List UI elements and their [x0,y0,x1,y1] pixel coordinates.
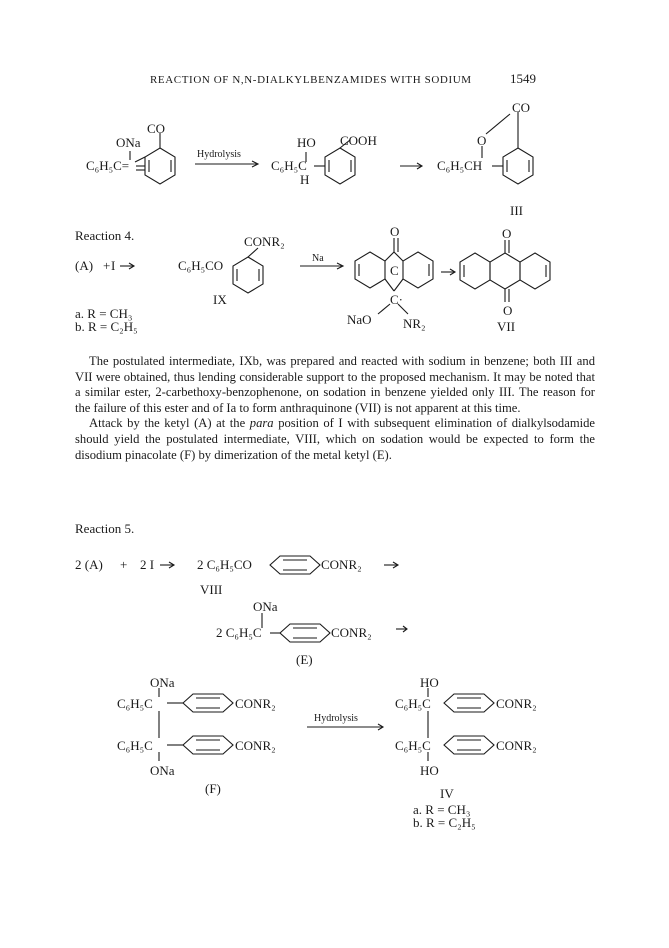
c-radical-label: C· [390,292,403,307]
o-label: O [477,133,487,148]
o-label: O [502,226,512,241]
benzene-ring [183,736,233,754]
conr2-label: CONR₂ [235,696,276,711]
phenyl-carbon-label: C₆H₅C [395,696,431,711]
ona-label: ONa [116,135,141,150]
phenyl-carbon-label: C₆H₅C [117,738,153,753]
ketyl-a-label: (A) [75,258,94,273]
paragraph [75,416,595,463]
ketyl-a-label: 2 (A) [75,557,103,572]
body-text [75,354,595,463]
phenyl-carbon-label: C₆H₅C [117,696,153,711]
variant-a: a. R = CH₃ [413,802,471,817]
text-run: Attack by the ketyl (A) at the [89,416,246,431]
benzene-ring [270,556,320,574]
variant-b: b. R = C₂H₅ [413,815,476,830]
ona-label: ONa [253,599,278,614]
conr2-label: CONR₂ [496,738,537,753]
benzene-ring [490,253,520,289]
compound-i-label: I [111,258,116,273]
c-center-label: C [390,263,399,278]
variant-a: a. R = CH₃ [75,306,133,321]
conr2-label: CONR₂ [321,557,362,572]
hydrolysis-label: Hydrolysis [314,713,358,724]
compound-label-iii: III [510,203,523,218]
ho-label: HO [420,763,439,778]
benzoyl-label: C₆H₅CO [178,258,224,273]
phenyl-carbon-label: C₆H₅C [271,158,307,173]
reaction-4-heading: Reaction 4. [75,228,135,243]
benzoyl-label: 2 C₆H₅CO [197,557,252,572]
compound-label-iv: IV [440,786,454,801]
h-label: H [300,172,310,187]
phenyl-carbon-label: C₆H₅C= [86,158,130,173]
sodium-label: Na [312,253,324,264]
cooh-label: COOH [340,133,377,148]
conr2-label: CONR₂ [244,234,285,249]
ho-label: HO [420,675,439,690]
pinacolate-label: (F) [205,781,221,796]
compound-i-label: 2 I [140,557,155,572]
co-label: CO [147,121,166,136]
benzene-ring [280,624,330,642]
co-label: CO [512,100,531,115]
phenyl-ch-label: C₆H₅CH [437,158,483,173]
benzene-ring [183,694,233,712]
hydrolysis-label: Hydrolysis [197,149,241,160]
metal-ketyl-label: (E) [296,652,313,667]
running-title: REACTION OF N,N-DIALKYLBENZAMIDES WITH SODIUM [150,74,472,86]
conr2-label: CONR₂ [331,625,372,640]
benzene-ring [444,694,494,712]
compound-label-viii: VIII [200,582,223,597]
reaction-5-heading: Reaction 5. [75,521,135,536]
ona-label: ONa [150,763,175,778]
phenyl-carbon-label: C₆H₅C [395,738,431,753]
text-run: position of I with subsequent elimination of dialkylsodamide should yield the postulated intermediate, VIII, which on sodation would be expected to form the disodium pinacolate (F) by dimerization of the metal ketyl (E). [75,416,596,462]
o-label: O [390,224,400,239]
plus-sign: + [120,557,128,572]
variant-b: b. R = C₂H₅ [75,319,138,334]
conr2-label: CONR₂ [235,738,276,753]
conr2-label: CONR₂ [496,696,537,711]
paragraph: The postulated intermediate, IXb, was prepared and reacted with sodium in benzene; both III and VII were obtained, thus lending considerable support to the proposed mechanism. It may be noted that a similar ester, 2-carbethoxy-benzophenone, on sodation in benzene yielded only III. The reason for the failure of this ester and of Ia to form anthraquinone (VII) is not apparent at this time. [75,354,595,415]
compound-label-ix: IX [213,292,227,307]
o-label: O [503,303,513,318]
ona-label: ONa [150,675,175,690]
ho-label: HO [297,135,316,150]
phenyl-carbon-label: 2 C₆H₅C [216,625,262,640]
page-number: 1549 [510,71,536,86]
emphasis: para [249,416,274,431]
nao-label: NaO [347,312,372,327]
nr2-label: NR₂ [403,316,426,331]
compound-label-vii: VII [497,319,516,334]
benzene-ring [444,736,494,754]
plus-sign: + [103,258,111,273]
